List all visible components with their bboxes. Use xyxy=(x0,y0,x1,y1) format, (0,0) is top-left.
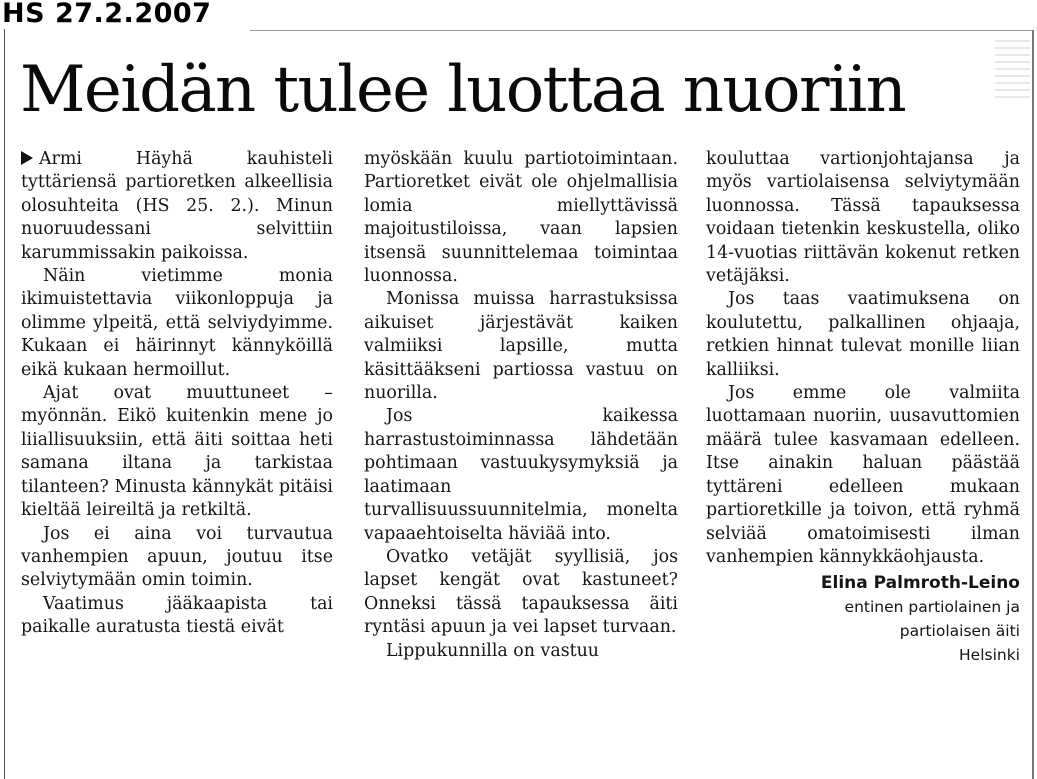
article-paragraph: Jos ei aina voi turvautua vanhempien apuun, joutuu itse selviytymään omin toimin. xyxy=(21,523,333,591)
article-column-2 xyxy=(364,148,678,663)
article-paragraph: Vaatimus jääkaapista tai paikalle auratusta tiestä eivät xyxy=(21,593,333,638)
article-paragraph: Jos emme ole valmiita luottamaan nuoriin, uusavuttomien määrä tulee kasvamaan edelleen. Itse ainakin haluan päästää tyttäreni edelleen mukaan partioretkille ja toivon, että ryhmä selviää omatoimisesti ilman vanhempien kännykkäohjausta. xyxy=(706,383,1020,567)
author-signature xyxy=(706,571,1020,667)
article-paragraph: Näin vietimme monia ikimuistettavia viikonloppuja ja olimme ylpeitä, että selviydyimme. Kukaan ei häirinnyt kännyköillä eikä kukaan hermoillut. xyxy=(21,266,333,380)
article-paragraph xyxy=(21,148,333,265)
lead-paragraph-text: Armi Häyhä kauhisteli tyttäriensä partioretken alkeellisia olosuhteita (HS 25. 2.). Minun nuoruudessani selvittiin karummissakin paikoissa. xyxy=(21,149,333,263)
clipping-source-date: HS 27.2.2007 xyxy=(2,0,215,29)
clipping-border-left xyxy=(4,22,5,779)
clipping-border-right xyxy=(1032,30,1034,779)
article-paragraph: Monissa muissa harrastuksissa aikuiset järjestävät kaiken valmiiksi lapsille, mutta käsittääkseni partiossa vastuu on nuorilla. xyxy=(364,289,678,404)
author-description: entinen partiolainen ja xyxy=(844,598,1020,617)
author-name: Elina Palmroth-Leino xyxy=(820,573,1020,594)
author-location: Helsinki xyxy=(959,646,1020,665)
bleed-through-artifact xyxy=(995,40,1030,100)
article-column-1 xyxy=(21,148,333,640)
article-paragraph: Ovatko vetäjät syyllisiä, jos lapset kengät ovat kastuneet? Onneksi tässä tapauksessa äiti ryntäsi apuun ja vei lapset turvaan. xyxy=(364,546,678,638)
article-paragraph: Jos kaikessa harrastustoiminnassa lähdetään pohtimaan vastuukysymyksiä ja laatimaan turvallisuussuunnitelmia, monelta vapaaehtoiselta häviää into. xyxy=(364,406,678,544)
article-paragraph: Lippukunnilla on vastuu xyxy=(386,640,600,661)
article-paragraph: Ajat ovat muuttuneet – myönnän. Eikö kuitenkin mene jo liiallisuuksiin, että äiti soittaa heti samana iltana ja tarkistaa tilanteen? Minusta kännykät pitäisi kieltää leireiltä ja retkiltä. xyxy=(21,383,333,521)
article-column-3 xyxy=(706,148,1020,667)
article-paragraph: kouluttaa vartionjohtajansa ja myös vartiolaisensa selviytymään luonnossa. Tässä tapauksessa voidaan tietenkin keskustella, oliko 14-vuotias riittävän kokenut retken vetäjäksi. xyxy=(706,149,1020,287)
author-description: partiolaisen äiti xyxy=(899,622,1020,641)
lead-arrow-icon xyxy=(21,151,33,165)
article-paragraph: Jos taas vaatimuksena on koulutettu, palkallinen ohjaaja, retkien hinnat tulevat monille liian kalliiksi. xyxy=(706,289,1020,380)
article-paragraph: myöskään kuulu partiotoimintaan. Partioretket eivät ole ohjelmallisia lomia miellyttävissä majoitustiloissa, vaan lapsien itsensä suunnittelemaa toimintaa luonnossa. xyxy=(364,149,678,287)
clipping-border-top xyxy=(250,30,1033,31)
article-headline: Meidän tulee luottaa nuoriin xyxy=(20,53,906,127)
